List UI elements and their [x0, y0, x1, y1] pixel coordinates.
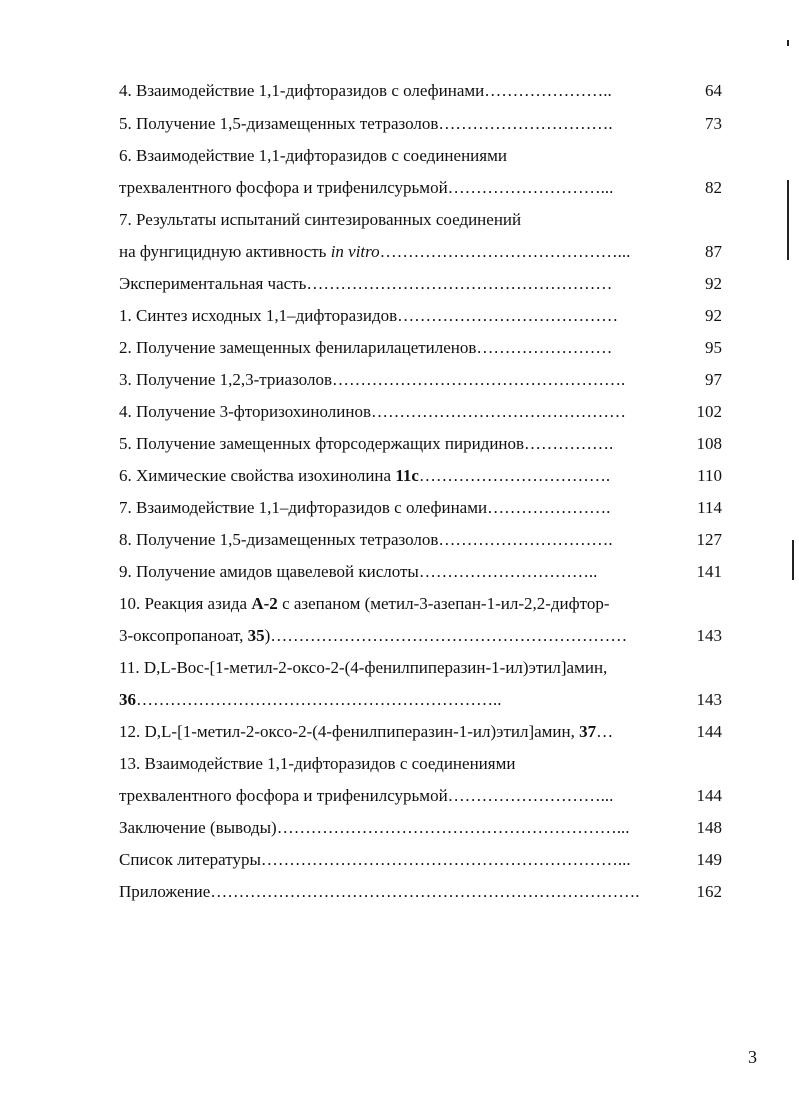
toc-entry	[119, 80, 679, 102]
toc-page-number: 95	[705, 338, 722, 357]
toc-page-number: 64	[705, 81, 722, 100]
toc-page-number: 148	[696, 818, 722, 837]
toc-entry-text: А-2	[251, 594, 278, 613]
toc-page-number: 127	[696, 530, 722, 549]
toc-entry-text: Экспериментальная часть………………………………………………	[119, 274, 613, 293]
toc-page-number: 102	[696, 402, 722, 421]
toc-entry	[119, 241, 679, 263]
toc-entry	[119, 497, 679, 519]
toc-entry-text: 36	[119, 690, 136, 709]
toc-page-number: 110	[697, 466, 722, 485]
toc-entry	[119, 433, 679, 455]
toc-page-number: 144	[696, 722, 722, 741]
toc-entry	[119, 785, 679, 807]
toc-entry-text: Список литературы………………………………………………………...	[119, 850, 631, 869]
toc-entry-text: )………………………………………………………	[264, 626, 628, 645]
toc-entry-text: 11. D,L-Boc-[1-метил-2-оксо-2-(4-фенилпиперазин-1-ил)этил]амин,	[119, 658, 608, 677]
toc-entry-text: Заключение (выводы)……………………………………………………...	[119, 818, 630, 837]
toc-page-number: 144	[696, 786, 722, 805]
toc-entry-text: 5. Получение 1,5-дизамещенных тетразолов………………………….	[119, 114, 613, 133]
toc-entry-text: 6. Взаимодействие 1,1-дифторазидов с соединениями	[119, 146, 507, 165]
toc-entry-text: …………………………….	[418, 466, 611, 485]
toc-entry-text: 7. Результаты испытаний синтезированных соединений	[119, 210, 522, 229]
toc-entry-text: ……………………………………...	[379, 242, 631, 261]
toc-page-number: 73	[705, 114, 722, 133]
toc-entry	[119, 657, 679, 679]
toc-entry	[119, 273, 679, 295]
toc-page-number: 92	[705, 306, 722, 325]
scan-artifact	[787, 40, 789, 46]
toc-page-number: 149	[696, 850, 722, 869]
toc-entry-text: 1. Синтез исходных 1,1–дифторазидов…………………………………	[119, 306, 619, 325]
toc-entry	[119, 337, 679, 359]
toc-entry	[119, 209, 679, 231]
page-number: 3	[748, 1047, 757, 1067]
toc-entry-text: 8. Получение 1,5-дизамещенных тетразолов………………………….	[119, 530, 613, 549]
toc-entry	[119, 625, 679, 647]
toc-entry-text: трехвалентного фосфора и трифенилсурьмой………………………...	[119, 178, 614, 197]
toc-entry-text: 12. D,L-[1-метил-2-оксо-2-(4-фенилпиперазин-1-ил)этил]амин,	[119, 722, 580, 741]
toc-entry	[119, 561, 679, 583]
toc-entry	[119, 721, 679, 743]
toc-entry-text: 9. Получение амидов щавелевой кислоты…………………………..	[119, 562, 598, 581]
toc-entry	[119, 369, 679, 391]
toc-entry-text: 5. Получение замещенных фторсодержащих пиридинов…………….	[119, 434, 614, 453]
toc-entry-text: на фунгицидную активность	[119, 242, 331, 261]
toc-entry	[119, 817, 679, 839]
toc-entry	[119, 177, 679, 199]
toc-entry	[119, 849, 679, 871]
toc-entry	[119, 753, 679, 775]
toc-page-number: 97	[705, 370, 722, 389]
toc-entry-text: 37	[579, 722, 597, 741]
toc-entry	[119, 593, 679, 615]
toc-entry-text: ………………………………………………………..	[136, 690, 502, 709]
toc-entry-text: 10. Реакция азида	[119, 594, 252, 613]
toc-entry-text: 2. Получение замещенных фениларилацетиленов……………………	[119, 338, 613, 357]
toc-entry-text: 4. Взаимодействие 1,1-дифторазидов с олефинами…………………..	[119, 81, 612, 100]
toc-entry-text: 11с	[395, 466, 419, 485]
toc-entry-text: 35	[247, 626, 265, 645]
toc-entry-text: Приложение………………………………………………………………….	[119, 882, 640, 901]
toc-page-number: 143	[696, 626, 722, 645]
toc-entry-text: трехвалентного фосфора и трифенилсурьмой………………………...	[119, 786, 614, 805]
toc-entry	[119, 401, 679, 423]
toc-entry-text: 7. Взаимодействие 1,1–дифторазидов с олефинами………………….	[119, 498, 611, 517]
toc-entry-text: 3-оксопропаноат,	[119, 626, 248, 645]
toc-page-number: 92	[705, 274, 722, 293]
toc-entry-text: in vitro	[330, 242, 380, 261]
toc-entry	[119, 529, 679, 551]
toc-entry	[119, 145, 679, 167]
toc-page-number: 108	[696, 434, 722, 453]
toc-entry	[119, 305, 679, 327]
toc-entry	[119, 113, 679, 135]
toc-entry	[119, 465, 679, 487]
toc-page-number: 143	[696, 690, 722, 709]
toc-entry-text: 13. Взаимодействие 1,1-дифторазидов с соединениями	[119, 754, 516, 773]
toc-entry	[119, 689, 679, 711]
toc-entry-text: 6. Химические свойства изохинолина	[119, 466, 396, 485]
toc-entry-text: с азепаном (метил-3-азепан-1-ил-2,2-дифтор-	[277, 594, 610, 613]
toc-page-number: 141	[696, 562, 722, 581]
toc-entry-text: …	[596, 722, 614, 741]
scan-artifact	[792, 540, 794, 580]
toc-page-number: 87	[705, 242, 722, 261]
scan-artifact	[787, 180, 789, 260]
toc-entry-text: 3. Получение 1,2,3-триазолов…………………………………………….	[119, 370, 626, 389]
toc-entry-text: 4. Получение 3-фторизохинолинов………………………………………	[119, 402, 626, 421]
toc-page-number: 162	[696, 882, 722, 901]
toc-page-number: 82	[705, 178, 722, 197]
toc-entry	[119, 881, 679, 903]
toc-page-number: 114	[697, 498, 722, 517]
